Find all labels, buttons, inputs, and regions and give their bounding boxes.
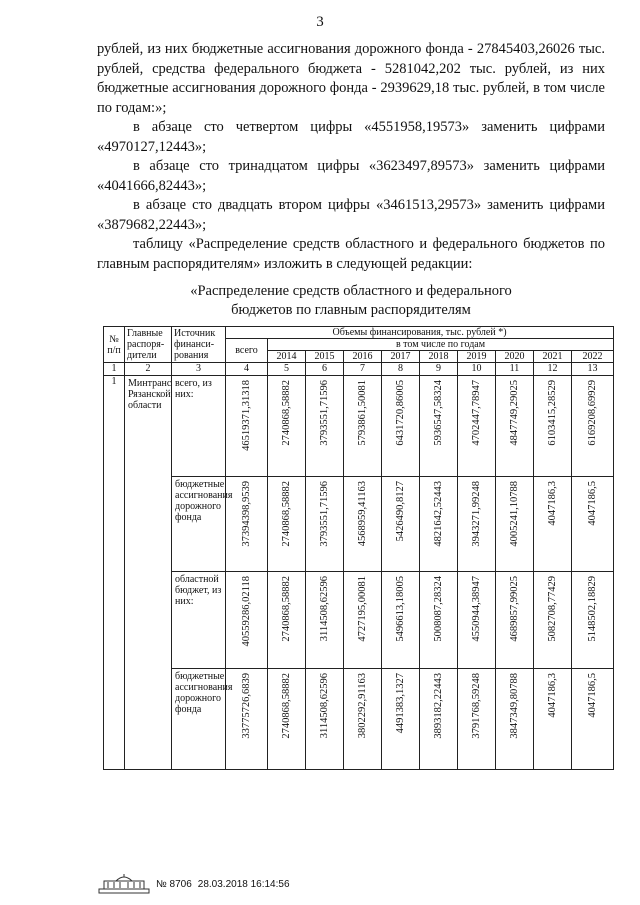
column-number: 11 <box>496 363 534 376</box>
value-cell: 4550944,38947 <box>471 576 482 642</box>
value-cell: 5936547,58324 <box>433 380 444 446</box>
header-by-years: в том числе по годам <box>268 339 614 351</box>
manager-name: Минтранс Рязанской области <box>125 376 172 770</box>
value-cell: 6431720,86005 <box>395 380 406 446</box>
value-cell: 3802292,91163 <box>357 673 368 739</box>
header-source: Источник финанси-рования <box>172 327 226 363</box>
header-year: 2022 <box>572 351 614 363</box>
document-timestamp: 28.03.2018 16:14:56 <box>197 878 290 890</box>
value-cell: 4005241,10788 <box>509 481 520 547</box>
column-number: 12 <box>534 363 572 376</box>
value-cell: 3114508,62596 <box>319 673 330 739</box>
header-year: 2017 <box>382 351 420 363</box>
value-cell: 4568959,41163 <box>357 481 368 547</box>
value-cell: 4047186,3 <box>547 673 558 718</box>
body-text <box>97 40 605 274</box>
paragraph: в абзаце сто четвертом цифры «4551958,19573» заменить цифрами «4970127,12443»; <box>97 119 605 155</box>
value-cell: 2740868,58882 <box>281 380 292 446</box>
paragraph: таблицу «Распределение средств областного и федерального бюджетов по главным распорядителям» изложить в следующей редакции: <box>97 236 605 272</box>
header-volumes: Объемы финансирования, тыс. рублей *) <box>226 327 614 339</box>
value-cell: 2740868,58882 <box>281 576 292 642</box>
value-cell: 5148502,18829 <box>587 576 599 642</box>
value-cell: 3793551,71596 <box>319 481 330 547</box>
header-year: 2020 <box>496 351 534 363</box>
value-cell: 3943271,99248 <box>471 481 482 547</box>
value-cell: 4727195,00081 <box>357 576 368 642</box>
header-no: № п/п <box>104 327 125 363</box>
column-number: 13 <box>572 363 614 376</box>
paragraph: рублей, из них бюджетные ассигнования дорожного фонда - 27845403,26026 тыс. рублей, средства федерального бюджета - 5281042,202 тыс. рублей, из них бюджетные ассигнования дорожного фонда - 2939629,18 тыс. рублей, в том числе по годам:»; <box>97 41 605 116</box>
column-numbers-row <box>104 363 614 376</box>
column-number: 8 <box>382 363 420 376</box>
value-cell: 3791768,59248 <box>471 673 482 739</box>
value-cell: 33775726,6839 <box>241 673 252 739</box>
value-cell: 4047186,5 <box>587 481 599 526</box>
column-number: 9 <box>420 363 458 376</box>
document-number: № 8706 <box>156 878 192 890</box>
header-year: 2014 <box>268 351 306 363</box>
column-number: 3 <box>172 363 226 376</box>
value-cell: 4847749,29025 <box>509 380 520 446</box>
column-number: 1 <box>104 363 125 376</box>
column-number: 5 <box>268 363 306 376</box>
column-number: 4 <box>226 363 268 376</box>
column-number: 7 <box>344 363 382 376</box>
source-label: бюджетные ассигнования дорожного фонда <box>172 477 226 572</box>
header-year: 2016 <box>344 351 382 363</box>
header-year: 2019 <box>458 351 496 363</box>
value-cell: 3847349,80788 <box>509 673 520 739</box>
header-total: всего <box>226 339 268 363</box>
value-cell: 46519371,31318 <box>241 380 252 451</box>
header-year: 2021 <box>534 351 572 363</box>
column-number: 10 <box>458 363 496 376</box>
value-cell: 5496613,18005 <box>395 576 406 642</box>
value-cell: 5793861,50081 <box>357 380 368 446</box>
value-cell: 4689857,99025 <box>509 576 520 642</box>
table-title-line: бюджетов по главным распорядителям <box>231 302 471 318</box>
table-row <box>104 572 614 669</box>
paragraph: в абзаце сто тринадцатом цифры «3623497,89573» заменить цифрами «4041666,82443»; <box>97 158 605 194</box>
seal-icon <box>98 872 150 896</box>
table-row <box>104 669 614 770</box>
column-number: 2 <box>125 363 172 376</box>
value-cell: 4047186,5 <box>587 673 599 718</box>
column-number: 6 <box>306 363 344 376</box>
value-cell: 4047186,3 <box>547 481 558 526</box>
header-year: 2015 <box>306 351 344 363</box>
value-cell: 3793551,71596 <box>319 380 330 446</box>
value-cell: 3893182,22443 <box>433 673 444 739</box>
value-cell: 4821642,52443 <box>433 481 444 547</box>
value-cell: 2740868,58882 <box>281 673 292 739</box>
value-cell: 4491383,1327 <box>395 673 406 734</box>
source-label: всего, из них: <box>172 376 226 477</box>
value-cell: 40559286,02118 <box>241 576 252 647</box>
footer <box>98 872 290 896</box>
value-cell: 37394398,9539 <box>241 481 252 547</box>
table-row <box>104 477 614 572</box>
page-number: 3 <box>316 14 324 30</box>
row-number: 1 <box>104 376 125 770</box>
value-cell: 2740868,58882 <box>281 481 292 547</box>
value-cell: 6169208,69929 <box>587 380 599 446</box>
table-title <box>97 282 605 320</box>
value-cell: 5426490,8127 <box>395 481 406 542</box>
paragraph: в абзаце сто двадцать втором цифры «3461513,29573» заменить цифрами «3879682,22443»; <box>97 197 605 233</box>
value-cell: 3114508,62596 <box>319 576 330 642</box>
value-cell: 5082708,77429 <box>547 576 558 642</box>
header-year: 2018 <box>420 351 458 363</box>
table-title-line: «Распределение средств областного и федерального <box>190 283 512 299</box>
budget-table <box>103 326 614 770</box>
value-cell: 5008087,28324 <box>433 576 444 642</box>
value-cell: 6103415,28529 <box>547 380 558 446</box>
value-cell: 4702447,78947 <box>471 380 482 446</box>
table-row <box>104 376 614 477</box>
source-label: бюджетные ассигнования дорожного фонда <box>172 669 226 770</box>
source-label: областной бюджет, из них: <box>172 572 226 669</box>
header-managers: Главные распоря-дители <box>125 327 172 363</box>
